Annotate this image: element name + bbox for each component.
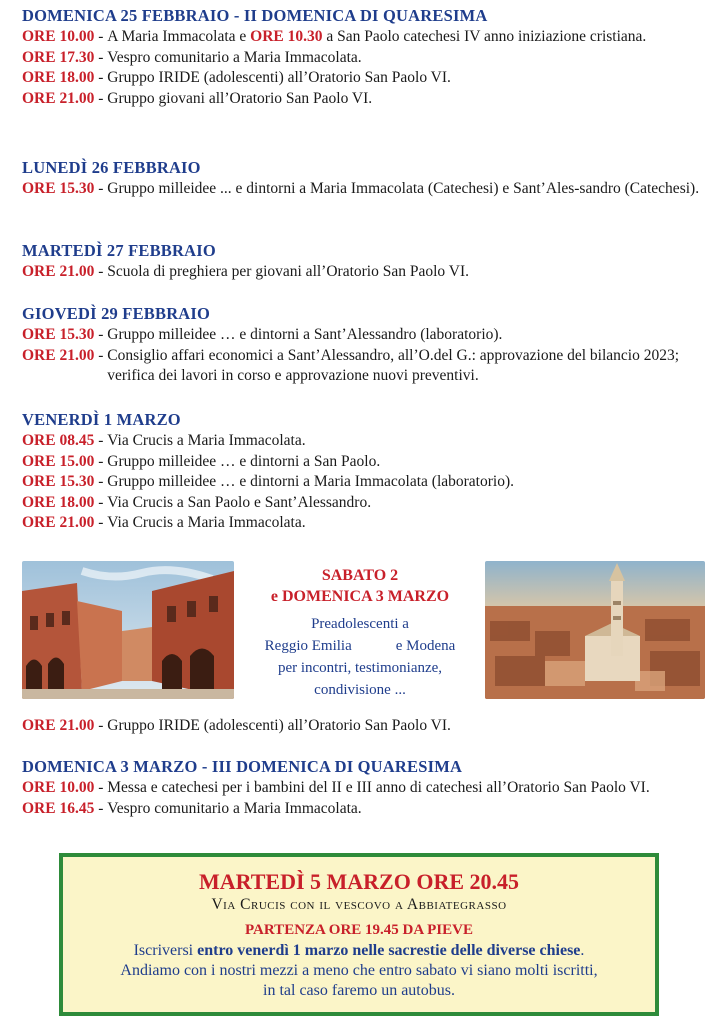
- event-time: ORE 21.00: [22, 346, 95, 364]
- event-desc: Vespro comunitario a Maria Immacolata.: [107, 799, 362, 817]
- event-desc: Via Crucis a San Paolo e Sant’Alessandro.: [107, 493, 372, 511]
- event-time: ORE 21.00: [22, 89, 95, 107]
- event-time: ORE 18.00: [22, 493, 95, 511]
- event-time: ORE 16.45: [22, 799, 95, 817]
- event-row: ORE 10.00 - A Maria Immacolata e ORE 10.30 a San Paolo catechesi IV anno iniziazione cristiana.: [22, 27, 712, 48]
- trip-date-line1: SABATO 2: [321, 567, 399, 584]
- event-row: ORE 18.00 - Via Crucis a San Paolo e Sant’Alessandro.: [22, 493, 712, 514]
- event-row: ORE 18.00 - Gruppo IRIDE (adolescenti) all’Oratorio San Paolo VI.: [22, 68, 712, 89]
- event-desc: Gruppo milleidee ... e dintorni a Maria Immacolata (Catechesi) e Sant’Ales-sandro (Catechesi).: [107, 180, 700, 197]
- departure-info: PARTENZA ORE 19.45 DA PIEVE: [245, 922, 473, 938]
- event-row: ORE 08.45 - Via Crucis a Maria Immacolata.: [22, 431, 712, 452]
- day-heading: MARTEDÌ 27 FEBBRAIO: [22, 241, 216, 260]
- preteen-trip-info: [240, 565, 480, 701]
- event-desc: Messa e catechesi per i bambini del II e III anno di catechesi all’Oratorio San Paolo VI.: [107, 779, 650, 796]
- event-row: ORE 15.30 - Gruppo milleidee … e dintorni a Sant’Alessandro (laboratorio).: [22, 325, 712, 346]
- event-desc: Gruppo milleidee … e dintorni a Sant’Alessandro (laboratorio).: [107, 326, 503, 343]
- trip-date-line2: e DOMENICA 3 MARZO: [270, 588, 450, 605]
- transport-info-line2: in tal caso faremo un autobus.: [263, 982, 455, 999]
- event-time: ORE 10.00: [22, 779, 95, 796]
- day-section-feb25: [22, 6, 712, 109]
- event-row: ORE 21.00 - Consiglio affari economici a Sant’Alessandro, all’O.del G.: approvazione del bilancio 2023; verifica dei lavori in corso e approvazione nuovi preventivi.: [22, 346, 712, 387]
- event-time: ORE 18.00: [22, 69, 95, 86]
- event-desc: A Maria Immacolata e ORE 10.30 a San Paolo catechesi IV anno iniziazione cristiana.: [107, 28, 647, 45]
- event-desc: Gruppo milleidee … e dintorni a Maria Immacolata (laboratorio).: [107, 473, 514, 490]
- event-desc: Gruppo IRIDE (adolescenti) all’Oratorio San Paolo VI.: [107, 717, 451, 734]
- photo-city-aerial: [485, 561, 705, 699]
- transport-info-line1: Andiamo con i nostri mezzi a meno che entro sabato vi siano molti iscritti,: [120, 962, 598, 979]
- day-section-mar1: [22, 410, 712, 534]
- event-desc: Gruppo IRIDE (adolescenti) all’Oratorio San Paolo VI.: [107, 69, 451, 86]
- trip-line4: Reggio Emilia e Modena: [264, 638, 456, 654]
- event-row: ORE 10.00 - Messa e catechesi per i bambini del II e III anno di catechesi all’Oratorio San Paolo VI.: [22, 778, 712, 799]
- event-desc: Gruppo milleidee … e dintorni a San Paolo.: [107, 452, 381, 470]
- event-time: ORE 21.00: [22, 263, 95, 280]
- event-time: ORE 21.00: [22, 717, 95, 734]
- trip-line6: condivisione ...: [314, 682, 406, 698]
- event-desc: Scuola di preghiera per giovani all’Oratorio San Paolo VI.: [107, 263, 469, 280]
- event-time: ORE 15.00: [22, 452, 95, 470]
- day-section-feb29: [22, 304, 712, 387]
- event-time: ORE 17.30: [22, 48, 95, 66]
- event-row: ORE 21.00 - Gruppo IRIDE (adolescenti) all’Oratorio San Paolo VI.: [22, 716, 712, 737]
- day-heading: LUNEDÌ 26 FEBBRAIO: [22, 158, 201, 177]
- day-section-mar3: [22, 757, 712, 819]
- city-aerial-image: [485, 561, 705, 699]
- event-row: ORE 16.45 - Vespro comunitario a Maria Immacolata.: [22, 799, 712, 820]
- event-desc: Via Crucis a Maria Immacolata.: [107, 514, 306, 531]
- event-time: ORE 15.30: [22, 180, 95, 197]
- event-desc: Via Crucis a Maria Immacolata.: [107, 432, 306, 449]
- event-row: ORE 21.00 - Via Crucis a Maria Immacolata.: [22, 513, 712, 534]
- event-row: ORE 15.30 - Gruppo milleidee … e dintorni a Maria Immacolata (laboratorio).: [22, 472, 712, 493]
- event-row: ORE 21.00 - Gruppo giovani all’Oratorio San Paolo VI.: [22, 89, 712, 110]
- event-row: ORE 17.30 - Vespro comunitario a Maria Immacolata.: [22, 48, 712, 69]
- trip-line3: Preadolescenti a: [311, 616, 409, 632]
- event-time: ORE 10.00: [22, 28, 95, 45]
- event-desc: Vespro comunitario a Maria Immacolata.: [107, 48, 362, 66]
- via-crucis-announcement-box: [59, 853, 659, 1016]
- event-time: ORE 08.45: [22, 432, 95, 449]
- day-section-mar2-evening: [22, 716, 712, 737]
- day-section-feb27: [22, 241, 712, 283]
- event-row: ORE 15.30 - Gruppo milleidee ... e dintorni a Maria Immacolata (Catechesi) e Sant’Ales-sandro (Catechesi).: [22, 179, 712, 200]
- registration-info: Iscriversi entro venerdì 1 marzo nelle sacrestie delle diverse chiese.: [133, 942, 585, 959]
- event-time: ORE 15.30: [22, 473, 95, 490]
- day-heading: GIOVEDÌ 29 FEBBRAIO: [22, 304, 211, 323]
- announcement-title: MARTEDÌ 5 MARZO ORE 20.45: [198, 869, 520, 894]
- event-time: ORE 15.30: [22, 326, 95, 343]
- day-heading: DOMENICA 25 FEBBRAIO - II DOMENICA DI QUARESIMA: [22, 6, 488, 25]
- event-row: ORE 15.00 - Gruppo milleidee … e dintorni a San Paolo.: [22, 452, 712, 473]
- event-time: ORE 21.00: [22, 514, 95, 531]
- photo-city-porticoes: [22, 561, 234, 699]
- event-desc: Gruppo giovani all’Oratorio San Paolo VI.: [107, 89, 373, 107]
- announcement-subtitle: Via Crucis con il vescovo a Abbiategrasso: [211, 896, 507, 913]
- day-section-feb26: [22, 158, 712, 200]
- trip-line5: per incontri, testimonianze,: [277, 660, 443, 676]
- city-porticoes-image: [22, 561, 234, 699]
- day-heading: DOMENICA 3 MARZO - III DOMENICA DI QUARESIMA: [22, 757, 463, 776]
- event-desc: Consiglio affari economici a Sant’Alessandro, all’O.del G.: approvazione del bilancio 2023; verifica dei lavori in corso e approvazione nuovi preventivi.: [107, 346, 680, 384]
- day-heading: VENERDÌ 1 MARZO: [22, 410, 181, 429]
- event-row: ORE 21.00 - Scuola di preghiera per giovani all’Oratorio San Paolo VI.: [22, 262, 712, 283]
